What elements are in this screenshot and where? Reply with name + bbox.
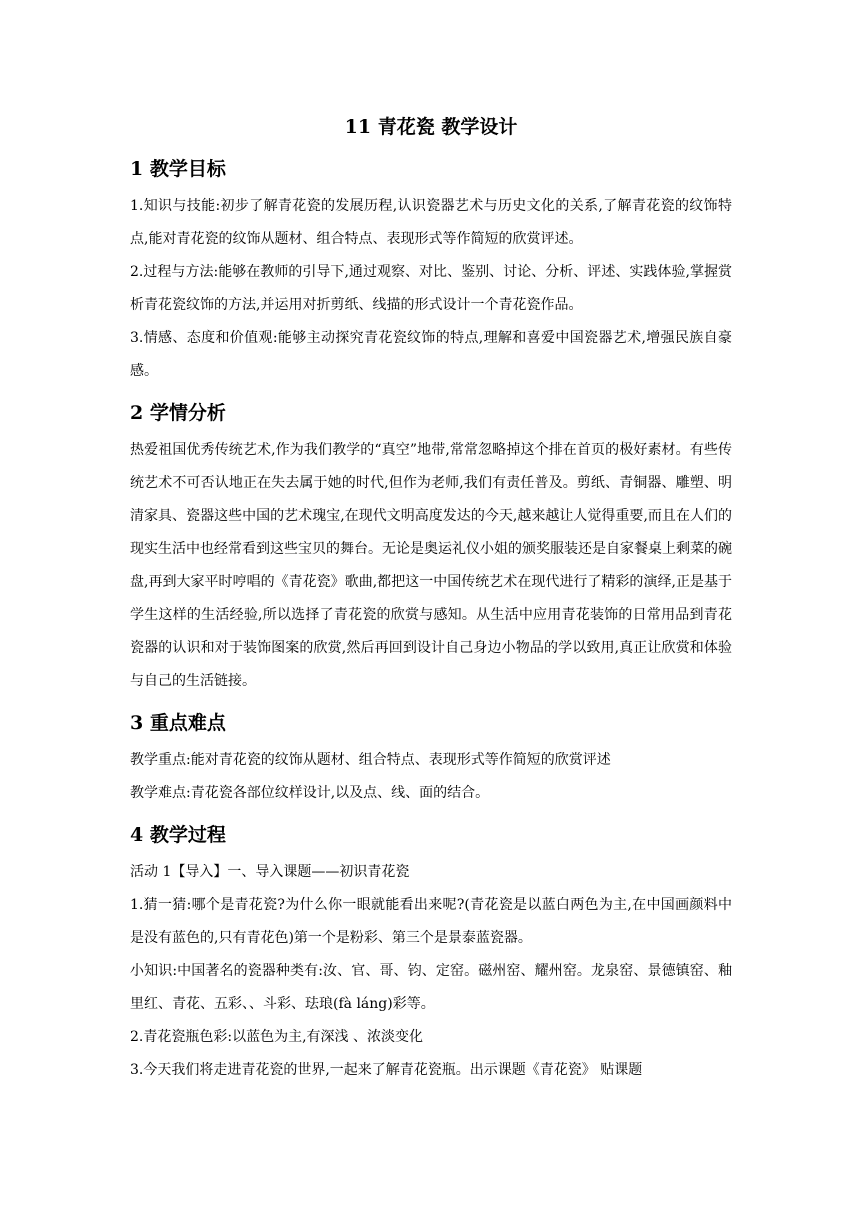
paragraph: 小知识:中国著名的瓷器种类有:汝、官、哥、钧、定窑。磁州窑、耀州窑。龙泉窑、景德镇窑、釉里红、青花、五彩、、斗彩、珐琅(fà láng)彩等。 — [130, 963, 732, 1012]
document-page — [130, 112, 732, 1087]
paragraph: 活动 1【导入】一、导入课题——初识青花瓷 — [130, 864, 410, 880]
document-title: 11 青花瓷 教学设计 — [344, 116, 518, 138]
paragraph: 教学重点:能对青花瓷的纹饰从题材、组合特点、表现形式等作简短的欣赏评述 — [130, 752, 611, 768]
paragraph: 3.今天我们将走进青花瓷的世界,一起来了解青花瓷瓶。出示课题《青花瓷》 贴课题 — [130, 1062, 643, 1078]
paragraph: 教学难点:青花瓷各部位纹样设计,以及点、线、面的结合。 — [130, 785, 490, 801]
section-heading: 2 学情分析 — [130, 402, 226, 424]
section-teaching-process — [130, 820, 732, 1087]
section-key-points — [130, 708, 732, 810]
section-learner-analysis — [130, 398, 732, 698]
paragraph: 热爱祖国优秀传统艺术,作为我们教学的“真空”地带,常常忽略掉这个排在首页的极好素材。有些传统艺术不可否认地正在失去属于她的时代,但作为老师,我们有责任普及。剪纸、青铜器、雕塑、明清家具、瓷器这些中国的艺术瑰宝,在现代文明高度发达的今天,越来越让人觉得重要,而且在人们的现实生活中也经常看到这些宝贝的舞台。无论是奥运礼仪小姐的颁奖服装还是自家餐桌上剩菜的碗盘,再到大家平时哼唱的《青花瓷》歌曲,都把这一中国传统艺术在现代进行了精彩的演绎,正是基于学生这样的生活经验,所以选择了青花瓷的欣赏与感知。从生活中应用青花装饰的日常用品到青花瓷器的认识和对于装饰图案的欣赏,然后再回到设计自己身边小物品的学以致用,真正让欣赏和体验与自己的生活链接。 — [130, 442, 732, 689]
section-heading: 3 重点难点 — [130, 712, 226, 734]
paragraph: 1.知识与技能:初步了解青花瓷的发展历程,认识瓷器艺术与历史文化的关系,了解青花瓷的纹饰特点,能对青花瓷的纹饰从题材、组合特点、表现形式等作简短的欣赏评述。 — [130, 198, 732, 247]
paragraph: 1.猜一猜:哪个是青花瓷?为什么你一眼就能看出来呢?(青花瓷是以蓝白两色为主,在中国画颜料中是没有蓝色的,只有青花色)第一个是粉彩、第三个是景泰蓝瓷器。 — [130, 897, 732, 946]
section-heading: 4 教学过程 — [130, 824, 226, 846]
paragraph: 2.过程与方法:能够在教师的引导下,通过观察、对比、鉴别、讨论、分析、评述、实践体验,掌握赏析青花瓷纹饰的方法,并运用对折剪纸、线描的形式设计一个青花瓷作品。 — [130, 264, 732, 313]
section-heading: 1 教学目标 — [130, 158, 226, 180]
paragraph: 3.情感、态度和价值观:能够主动探究青花瓷纹饰的特点,理解和喜爱中国瓷器艺术,增强民族自豪感。 — [130, 330, 732, 379]
paragraph: 2.青花瓷瓶色彩:以蓝色为主,有深浅 、浓淡变化 — [130, 1029, 423, 1045]
section-teaching-goals — [130, 154, 732, 388]
